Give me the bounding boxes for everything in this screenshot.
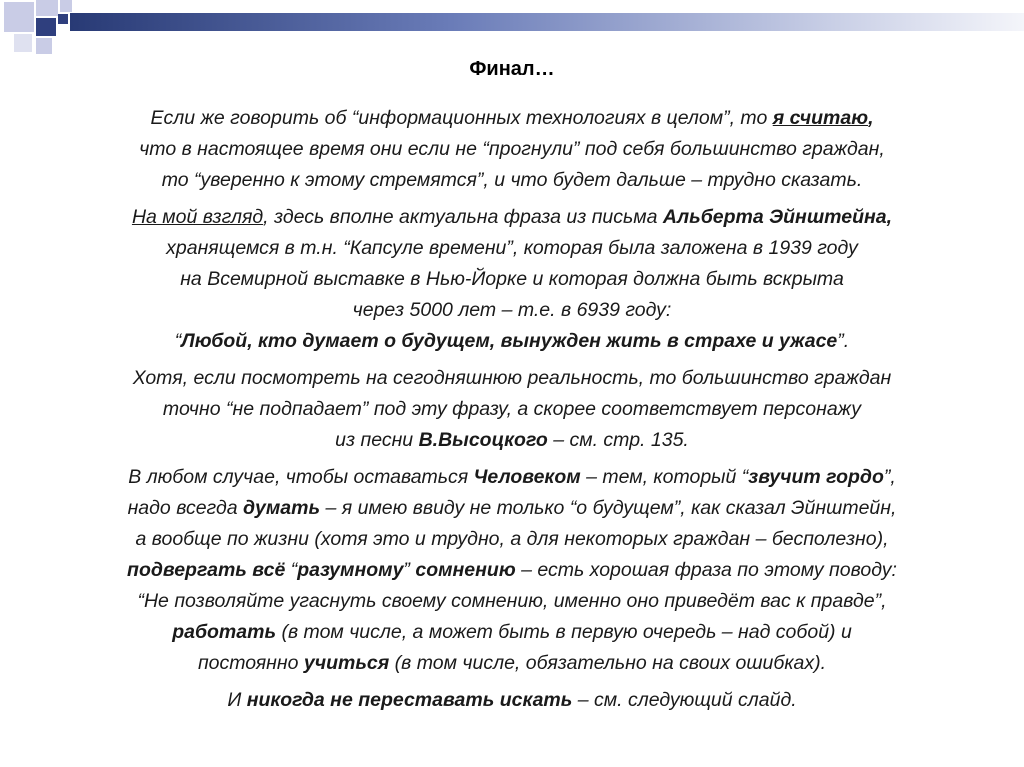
text-line: а вообще по жизни (хотя это и трудно, а для некоторых граждан – бесполезно), (135, 528, 889, 550)
paragraph-2 (20, 202, 1004, 357)
text-line: И никогда не переставать искать – см. следующий слайд. (227, 689, 797, 711)
text-line: точно “не подпадает” под эту фразу, а скорее соответствует персонажу (162, 398, 862, 420)
text-line: то “уверенно к этому стремятся”, и что будет дальше – трудно сказать. (161, 169, 863, 191)
text-line: что в настоящее время они если не “прогнули” под себя большинство граждан, (139, 138, 885, 160)
text-line: из песни В.Высоцкого – см. стр. 135. (335, 429, 689, 451)
text-line: Если же говорить об “информационных технологиях в целом”, то я считаю, (150, 107, 874, 129)
slide-body (20, 103, 1004, 722)
text-line: В любом случае, чтобы оставаться Человеком – тем, который “звучит гордо”, (128, 466, 896, 488)
decor-square (36, 0, 58, 16)
paragraph-3 (20, 363, 1004, 456)
text-line: подвергать всё “разумному” сомнению – есть хорошая фраза по этому поводу: (127, 559, 897, 581)
paragraph-5 (20, 685, 1004, 716)
text-line: Хотя, если посмотреть на сегодняшнюю реальность, то большинство граждан (132, 367, 892, 389)
einstein-quote: “Любой, кто думает о будущем, вынужден жить в страхе и ужасе”. (174, 330, 850, 352)
decor-square (36, 38, 52, 54)
paragraph-1 (20, 103, 1004, 196)
text-line: на Всемирной выставке в Нью-Йорке и которая должна быть вскрыта (180, 268, 844, 290)
decor-square (4, 2, 34, 32)
slide-title: Финал… (469, 58, 555, 80)
gradient-header-bar (70, 13, 1024, 31)
text-line: “Не позволяйте угаснуть своему сомнению, именно оно приведёт вас к правде”, (137, 590, 887, 612)
text-line: надо всегда думать – я имею ввиду не только “о будущем”, как сказал Эйнштейн, (127, 497, 897, 519)
decor-square (36, 18, 56, 36)
text-line: На мой взгляд, здесь вполне актуальна фраза из письма Альберта Эйнштейна, (131, 206, 893, 228)
decor-square (58, 14, 68, 24)
text-line: постоянно учиться (в том числе, обязательно на своих ошибках). (197, 652, 827, 674)
paragraph-4 (20, 462, 1004, 679)
decor-square (60, 0, 72, 12)
text-line: работать (в том числе, а может быть в первую очередь – над собой) и (172, 621, 852, 643)
text-line: через 5000 лет – т.е. в 6939 году: (352, 299, 672, 321)
text-line: хранящемся в т.н. “Капсуле времени”, которая была заложена в 1939 году (166, 237, 858, 259)
decor-square (14, 34, 32, 52)
